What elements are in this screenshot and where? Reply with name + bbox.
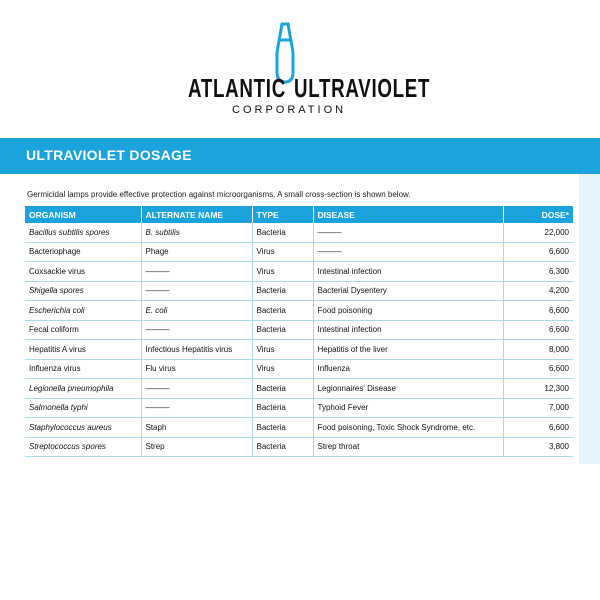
dose-cell: 6,600 <box>503 359 573 379</box>
dose-cell: 12,300 <box>503 379 573 399</box>
disease-cell: Intestinal infection <box>313 320 503 340</box>
organism-cell: Legionella pneumophila <box>25 379 141 399</box>
table-row <box>25 301 573 321</box>
alternate-name-cell: Phage <box>141 242 252 262</box>
table-row <box>25 281 573 301</box>
header-alternate-name: ALTERNATE NAME <box>141 206 252 223</box>
logo-word-left: ATLANTIC <box>188 73 286 103</box>
organism-cell: Coxsackie virus <box>25 262 141 282</box>
table-row <box>25 359 573 379</box>
disease-cell: Typhoid Fever <box>313 398 503 418</box>
type-cell: Bacteria <box>252 398 313 418</box>
table-row <box>25 437 573 457</box>
dose-cell: 6,600 <box>503 242 573 262</box>
organism-cell: Bacteriophage <box>25 242 141 262</box>
alternate-name-cell: B. subtilis <box>141 223 252 242</box>
alternate-name-cell: Staph <box>141 418 252 438</box>
disease-cell: Legionnaires' Disease <box>313 379 503 399</box>
table-body <box>25 223 573 457</box>
logo-word-right: ULTRAVIOLET <box>294 73 431 103</box>
dose-cell: 6,600 <box>503 301 573 321</box>
dose-cell: 7,000 <box>503 398 573 418</box>
table-row <box>25 320 573 340</box>
alternate-name-cell: Flu virus <box>141 359 252 379</box>
logo-subtitle: CORPORATION <box>232 104 347 116</box>
dosage-table <box>25 206 573 457</box>
disease-cell: Intestinal infection <box>313 262 503 282</box>
table-row <box>25 418 573 438</box>
type-cell: Virus <box>252 340 313 360</box>
table-row <box>25 340 573 360</box>
dose-cell: 22,000 <box>503 223 573 242</box>
side-panel <box>579 174 600 464</box>
type-cell: Virus <box>252 262 313 282</box>
type-cell: Bacteria <box>252 223 313 242</box>
organism-cell: Staphylococcus aureus <box>25 418 141 438</box>
type-cell: Bacteria <box>252 418 313 438</box>
alternate-name-cell: ——— <box>141 379 252 399</box>
disease-cell: Food poisoning, Toxic Shock Syndrome, etc. <box>313 418 503 438</box>
organism-cell: Influenza virus <box>25 359 141 379</box>
alternate-name-cell: E. coli <box>141 301 252 321</box>
disease-cell: Food poisoning <box>313 301 503 321</box>
type-cell: Virus <box>252 359 313 379</box>
dose-cell: 6,600 <box>503 320 573 340</box>
intro-text: Germicidal lamps provide effective protection against microorganisms. A small cross-section is shown below. <box>27 190 411 199</box>
organism-cell: Salmonella typhi <box>25 398 141 418</box>
alternate-name-cell: ——— <box>141 281 252 301</box>
disease-cell: Strep throat <box>313 437 503 457</box>
dose-cell: 6,300 <box>503 262 573 282</box>
disease-cell: Hepatitis of the liver <box>313 340 503 360</box>
table-row <box>25 262 573 282</box>
disease-cell: ——— <box>313 242 503 262</box>
dose-cell: 8,000 <box>503 340 573 360</box>
header-disease: DISEASE <box>313 206 503 223</box>
table-row <box>25 398 573 418</box>
header-type: TYPE <box>252 206 313 223</box>
alternate-name-cell: ——— <box>141 320 252 340</box>
organism-cell: Escherichia coli <box>25 301 141 321</box>
alternate-name-cell: ——— <box>141 398 252 418</box>
type-cell: Virus <box>252 242 313 262</box>
alternate-name-cell: Strep <box>141 437 252 457</box>
organism-cell: Streptococcus spores <box>25 437 141 457</box>
alternate-name-cell: Infectious Hepatitis virus <box>141 340 252 360</box>
type-cell: Bacteria <box>252 281 313 301</box>
table-row <box>25 379 573 399</box>
section-title: ULTRAVIOLET DOSAGE <box>26 147 192 163</box>
dose-cell: 6,600 <box>503 418 573 438</box>
type-cell: Bacteria <box>252 379 313 399</box>
type-cell: Bacteria <box>252 320 313 340</box>
organism-cell: Shigella spores <box>25 281 141 301</box>
dose-cell: 4,200 <box>503 281 573 301</box>
disease-cell: Bacterial Dysentery <box>313 281 503 301</box>
header-organism: ORGANISM <box>25 206 141 223</box>
section-banner <box>0 138 600 174</box>
organism-cell: Fecal coliform <box>25 320 141 340</box>
header-dose: DOSE* <box>503 206 573 223</box>
dose-cell: 3,800 <box>503 437 573 457</box>
organism-cell: Bacillus subtilis spores <box>25 223 141 242</box>
type-cell: Bacteria <box>252 437 313 457</box>
disease-cell: Influenza <box>313 359 503 379</box>
table-header-row <box>25 206 573 223</box>
disease-cell: ——— <box>313 223 503 242</box>
table-row <box>25 242 573 262</box>
type-cell: Bacteria <box>252 301 313 321</box>
table-row <box>25 223 573 242</box>
organism-cell: Hepatitis A virus <box>25 340 141 360</box>
alternate-name-cell: ——— <box>141 262 252 282</box>
company-logo <box>0 0 600 125</box>
